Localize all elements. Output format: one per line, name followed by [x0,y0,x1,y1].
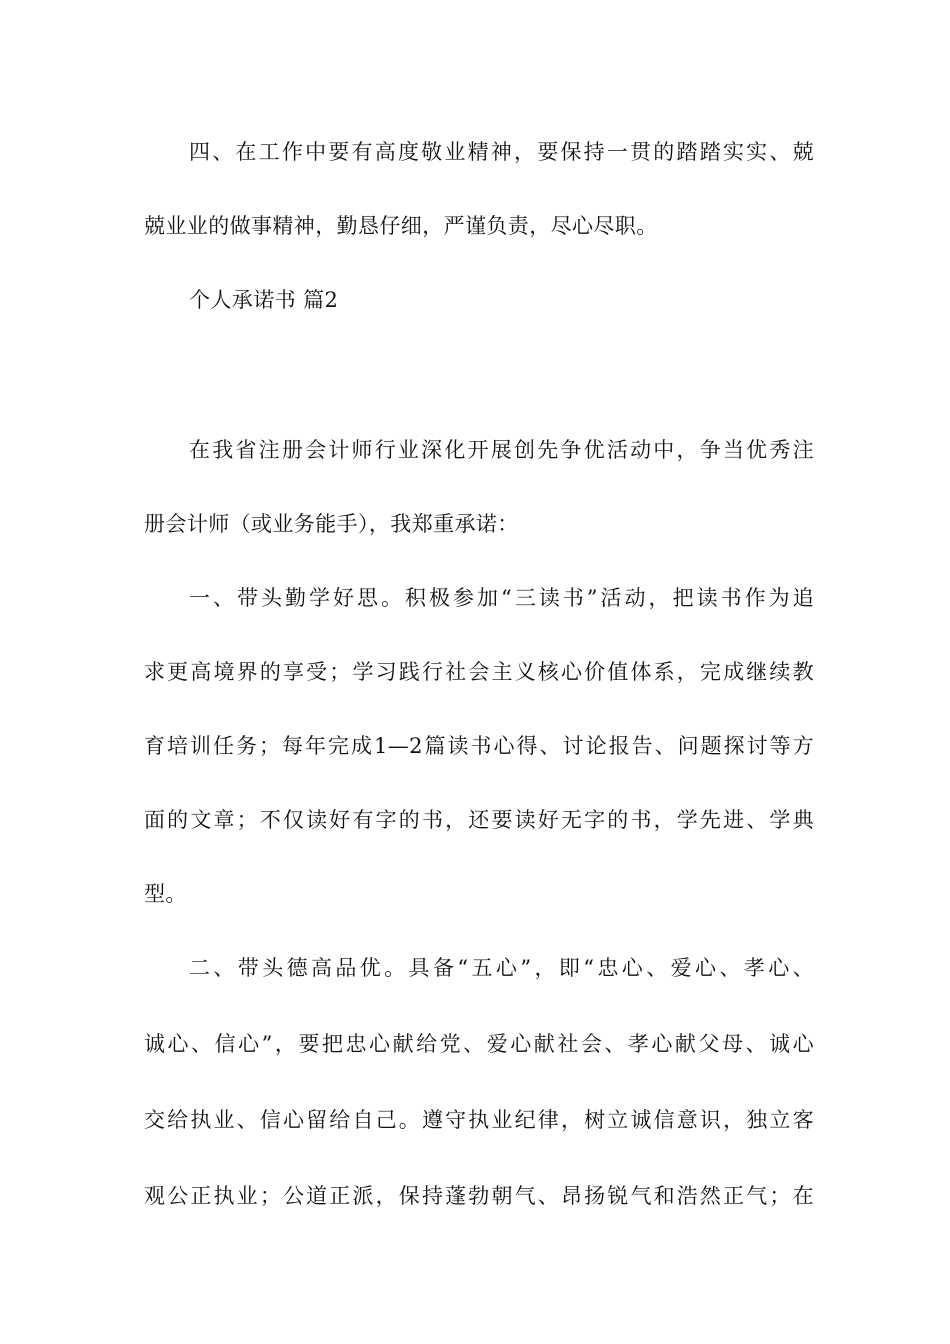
section-heading: 个人承诺书 篇2 [189,288,339,312]
item-2-line-4: 观公正执业；公道正派，保持蓬勃朝气、昂扬锐气和浩然正气；在 [144,1184,814,1208]
item-2-line-3: 交给执业、信心留给自己。遵守执业纪律，树立诚信意识，独立客 [144,1108,814,1132]
paragraph-4-line-2: 兢业业的做事精神，勤恳仔细，严谨负责，尽心尽职。 [144,214,658,238]
item-2-line-1: 二、带头德高品优。具备“五心”，即“忠心、爱心、孝心、 [189,956,814,980]
item-2-line-2: 诚心、信心”，要把忠心献给党、爱心献社会、孝心献父母、诚心 [144,1032,814,1056]
item-1-line-4: 面的文章；不仅读好有字的书，还要读好无字的书，学先进、学典 [144,808,814,832]
item-1-line-2: 求更高境界的享受；学习践行社会主义核心价值体系，完成继续教 [144,660,814,684]
item-1-line-5: 型。 [144,882,187,906]
paragraph-4-line-1: 四、在工作中要有高度敬业精神，要保持一贯的踏踏实实、兢 [189,140,814,164]
intro-line-2: 册会计师（或业务能手），我郑重承诺： [144,512,519,536]
item-1-line-1: 一、带头勤学好思。积极参加“三读书”活动，把读书作为追 [189,586,814,610]
intro-line-1: 在我省注册会计师行业深化开展创先争优活动中，争当优秀注 [189,438,814,462]
item-1-line-3: 育培训任务；每年完成1—2篇读书心得、讨论报告、问题探讨等方 [144,734,814,758]
